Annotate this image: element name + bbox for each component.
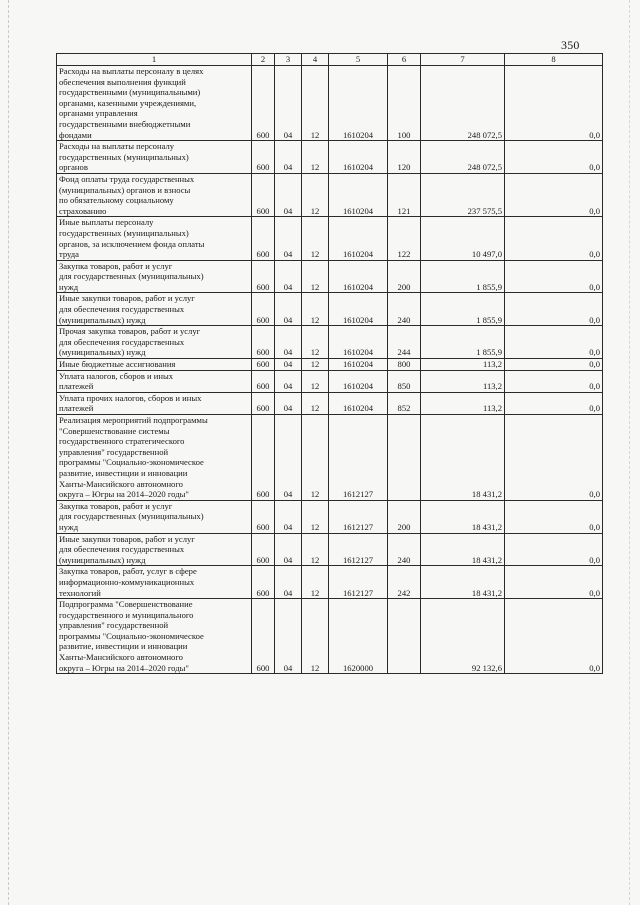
row-section-code: 04 bbox=[275, 66, 302, 141]
row-target-article: 1610204 bbox=[329, 326, 388, 359]
row-section-code: 04 bbox=[275, 293, 302, 326]
row-subsection-code: 12 bbox=[302, 599, 329, 674]
row-amount-2: 0,0 bbox=[505, 173, 603, 216]
scan-edge-right bbox=[629, 0, 631, 905]
row-expense-type: 800 bbox=[388, 359, 421, 371]
row-amount-2: 0,0 bbox=[505, 293, 603, 326]
row-expense-type: 850 bbox=[388, 370, 421, 392]
header-col-2: 2 bbox=[252, 54, 275, 66]
row-amount-2: 0,0 bbox=[505, 533, 603, 566]
row-expense-type bbox=[388, 599, 421, 674]
row-amount: 113,2 bbox=[421, 370, 505, 392]
row-target-article: 1612127 bbox=[329, 566, 388, 599]
row-target-article: 1610204 bbox=[329, 260, 388, 293]
row-section-code: 04 bbox=[275, 566, 302, 599]
row-amount: 18 431,2 bbox=[421, 533, 505, 566]
row-section-code: 04 bbox=[275, 599, 302, 674]
row-amount: 1 855,9 bbox=[421, 293, 505, 326]
table-row bbox=[57, 370, 603, 392]
row-amount-2: 0,0 bbox=[505, 217, 603, 260]
row-subsection-code: 12 bbox=[302, 370, 329, 392]
row-section-code: 04 bbox=[275, 533, 302, 566]
row-amount: 1 855,9 bbox=[421, 326, 505, 359]
row-ved-code: 600 bbox=[252, 326, 275, 359]
table-row bbox=[57, 500, 603, 533]
row-ved-code: 600 bbox=[252, 392, 275, 414]
table-row bbox=[57, 415, 603, 501]
row-amount: 1 855,9 bbox=[421, 260, 505, 293]
row-name: Уплата прочих налогов, сборов и иных платежей bbox=[57, 392, 252, 414]
row-expense-type: 852 bbox=[388, 392, 421, 414]
row-ved-code: 600 bbox=[252, 533, 275, 566]
row-ved-code: 600 bbox=[252, 500, 275, 533]
row-subsection-code: 12 bbox=[302, 217, 329, 260]
row-amount: 18 431,2 bbox=[421, 500, 505, 533]
row-ved-code: 600 bbox=[252, 566, 275, 599]
table-row bbox=[57, 359, 603, 371]
row-amount: 18 431,2 bbox=[421, 415, 505, 501]
row-amount: 92 132,6 bbox=[421, 599, 505, 674]
row-amount-2: 0,0 bbox=[505, 566, 603, 599]
table-row bbox=[57, 326, 603, 359]
header-col-6: 6 bbox=[388, 54, 421, 66]
row-ved-code: 600 bbox=[252, 66, 275, 141]
row-amount-2: 0,0 bbox=[505, 370, 603, 392]
header-col-3: 3 bbox=[275, 54, 302, 66]
table-row bbox=[57, 566, 603, 599]
row-amount: 237 575,5 bbox=[421, 173, 505, 216]
header-col-1: 1 bbox=[57, 54, 252, 66]
row-target-article: 1610204 bbox=[329, 141, 388, 174]
row-expense-type: 122 bbox=[388, 217, 421, 260]
row-target-article: 1610204 bbox=[329, 173, 388, 216]
row-amount-2: 0,0 bbox=[505, 415, 603, 501]
row-amount: 18 431,2 bbox=[421, 566, 505, 599]
table-row bbox=[57, 217, 603, 260]
row-section-code: 04 bbox=[275, 392, 302, 414]
table-row bbox=[57, 141, 603, 174]
row-amount: 248 072,5 bbox=[421, 141, 505, 174]
header-col-8: 8 bbox=[505, 54, 603, 66]
row-ved-code: 600 bbox=[252, 260, 275, 293]
row-expense-type: 244 bbox=[388, 326, 421, 359]
row-subsection-code: 12 bbox=[302, 173, 329, 216]
table-row bbox=[57, 260, 603, 293]
row-section-code: 04 bbox=[275, 260, 302, 293]
page-number: 350 bbox=[561, 38, 580, 52]
row-section-code: 04 bbox=[275, 415, 302, 501]
row-amount-2: 0,0 bbox=[505, 392, 603, 414]
row-expense-type bbox=[388, 415, 421, 501]
row-name: Расходы на выплаты персоналу государственных (муниципальных) органов bbox=[57, 141, 252, 174]
row-target-article: 1612127 bbox=[329, 415, 388, 501]
table-row bbox=[57, 392, 603, 414]
row-expense-type: 242 bbox=[388, 566, 421, 599]
row-section-code: 04 bbox=[275, 370, 302, 392]
row-amount-2: 0,0 bbox=[505, 359, 603, 371]
row-target-article: 1610204 bbox=[329, 217, 388, 260]
row-target-article: 1620000 bbox=[329, 599, 388, 674]
row-amount: 113,2 bbox=[421, 392, 505, 414]
row-name: Уплата налогов, сборов и иных платежей bbox=[57, 370, 252, 392]
row-ved-code: 600 bbox=[252, 599, 275, 674]
table-row bbox=[57, 66, 603, 141]
row-target-article: 1610204 bbox=[329, 392, 388, 414]
budget-table bbox=[56, 53, 603, 674]
row-amount-2: 0,0 bbox=[505, 66, 603, 141]
row-target-article: 1612127 bbox=[329, 500, 388, 533]
table-row bbox=[57, 293, 603, 326]
row-name: Реализация мероприятий подпрограммы "Совершенствование системы государственного стратегического управления" государственной программы "Социально-экономическое развитие, инвестиции и инновации Ханты-Мансийского автономного округа – Югры на 2014–2020 годы" bbox=[57, 415, 252, 501]
row-target-article: 1610204 bbox=[329, 66, 388, 141]
table-row bbox=[57, 599, 603, 674]
row-subsection-code: 12 bbox=[302, 500, 329, 533]
row-name: Прочая закупка товаров, работ и услуг для обеспечения государственных (муниципальных) нужд bbox=[57, 326, 252, 359]
row-name: Иные выплаты персоналу государственных (муниципальных) органов, за исключением фонда оплаты труда bbox=[57, 217, 252, 260]
row-subsection-code: 12 bbox=[302, 392, 329, 414]
row-expense-type: 121 bbox=[388, 173, 421, 216]
row-name: Закупка товаров, работ, услуг в сфере информационно-коммуникационных технологий bbox=[57, 566, 252, 599]
row-target-article: 1612127 bbox=[329, 533, 388, 566]
row-name: Иные закупки товаров, работ и услуг для обеспечения государственных (муниципальных) нужд bbox=[57, 533, 252, 566]
row-section-code: 04 bbox=[275, 141, 302, 174]
row-subsection-code: 12 bbox=[302, 293, 329, 326]
row-expense-type: 200 bbox=[388, 260, 421, 293]
header-col-4: 4 bbox=[302, 54, 329, 66]
row-name: Фонд оплаты труда государственных (муниципальных) органов и взносы по обязательному социальному страхованию bbox=[57, 173, 252, 216]
row-section-code: 04 bbox=[275, 500, 302, 533]
scan-edge-left bbox=[8, 0, 10, 905]
row-ved-code: 600 bbox=[252, 217, 275, 260]
row-ved-code: 600 bbox=[252, 415, 275, 501]
row-subsection-code: 12 bbox=[302, 566, 329, 599]
table-row bbox=[57, 173, 603, 216]
row-amount-2: 0,0 bbox=[505, 141, 603, 174]
row-amount-2: 0,0 bbox=[505, 326, 603, 359]
row-amount: 248 072,5 bbox=[421, 66, 505, 141]
row-ved-code: 600 bbox=[252, 293, 275, 326]
row-target-article: 1610204 bbox=[329, 359, 388, 371]
header-col-7: 7 bbox=[421, 54, 505, 66]
row-subsection-code: 12 bbox=[302, 415, 329, 501]
row-section-code: 04 bbox=[275, 359, 302, 371]
row-subsection-code: 12 bbox=[302, 359, 329, 371]
header-col-5: 5 bbox=[329, 54, 388, 66]
row-section-code: 04 bbox=[275, 326, 302, 359]
row-ved-code: 600 bbox=[252, 173, 275, 216]
row-expense-type: 240 bbox=[388, 293, 421, 326]
row-name: Подпрограмма "Совершенствование государственного и муниципального управления" государственной программы "Социально-экономическое развитие, инвестиции и инновации Ханты-Мансийского автономного округа – Югры на 2014–2020 годы" bbox=[57, 599, 252, 674]
row-section-code: 04 bbox=[275, 217, 302, 260]
row-subsection-code: 12 bbox=[302, 326, 329, 359]
row-expense-type: 100 bbox=[388, 66, 421, 141]
row-ved-code: 600 bbox=[252, 370, 275, 392]
row-subsection-code: 12 bbox=[302, 533, 329, 566]
row-subsection-code: 12 bbox=[302, 66, 329, 141]
row-amount-2: 0,0 bbox=[505, 260, 603, 293]
row-amount-2: 0,0 bbox=[505, 599, 603, 674]
row-name: Расходы на выплаты персоналу в целях обеспечения выполнения функций государственными (муниципальными) органами, казенными учреждениями, органами управления государственными внебюджетными фондами bbox=[57, 66, 252, 141]
row-subsection-code: 12 bbox=[302, 141, 329, 174]
row-section-code: 04 bbox=[275, 173, 302, 216]
row-expense-type: 240 bbox=[388, 533, 421, 566]
row-name: Закупка товаров, работ и услуг для государственных (муниципальных) нужд bbox=[57, 500, 252, 533]
row-target-article: 1610204 bbox=[329, 293, 388, 326]
row-expense-type: 120 bbox=[388, 141, 421, 174]
row-amount: 113,2 bbox=[421, 359, 505, 371]
row-subsection-code: 12 bbox=[302, 260, 329, 293]
row-amount-2: 0,0 bbox=[505, 500, 603, 533]
row-target-article: 1610204 bbox=[329, 370, 388, 392]
table-row bbox=[57, 533, 603, 566]
row-name: Иные закупки товаров, работ и услуг для обеспечения государственных (муниципальных) нужд bbox=[57, 293, 252, 326]
row-expense-type: 200 bbox=[388, 500, 421, 533]
row-ved-code: 600 bbox=[252, 141, 275, 174]
row-name: Иные бюджетные ассигнования bbox=[57, 359, 252, 371]
row-ved-code: 600 bbox=[252, 359, 275, 371]
header-row bbox=[57, 54, 603, 66]
row-name: Закупка товаров, работ и услуг для государственных (муниципальных) нужд bbox=[57, 260, 252, 293]
row-amount: 10 497,0 bbox=[421, 217, 505, 260]
